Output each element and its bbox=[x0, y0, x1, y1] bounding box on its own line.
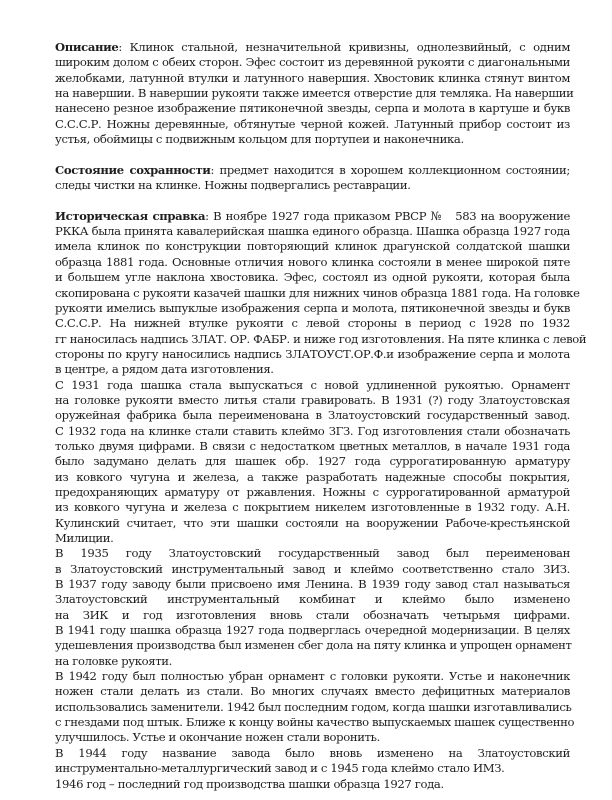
text-line: Милиции. bbox=[55, 531, 114, 545]
text-line: и большем угле наклона хвостовика. Эфес, состоял из одной рукояти, которая была bbox=[55, 270, 570, 285]
text-line: В 1942 году был полностью убран орнамент с головки рукояти. Устье и наконечник bbox=[55, 669, 570, 684]
text-line: в центре, а рядом дата изготовления. bbox=[55, 362, 274, 377]
text-line: С 1932 года на клинке стали ставить клеймо ЗГЗ. Год изготовления стали обозначать bbox=[55, 423, 570, 438]
text-line: на ЗИК и год изготовления вновь стали обозначать четырьмя цифрами. bbox=[55, 607, 570, 622]
text-line: удешевления производства был изменен сбег дола на пяту клинка и упрощен орнамент bbox=[55, 638, 572, 653]
description-section bbox=[55, 40, 574, 147]
history-paragraph-1931 bbox=[55, 378, 570, 547]
text-line: рукояти имелись выпуклые изображения серпа и молота, пятиконечной звезды и букв bbox=[55, 300, 570, 315]
text-line: оружейная фабрика была переименована в Златоустовский государственный завод. bbox=[55, 408, 570, 423]
paragraph-gap bbox=[55, 147, 570, 162]
text-line: имела клинок по конструкции повторяющий клинок драгунской солдатской шашки bbox=[55, 239, 570, 254]
text-line: широким долом с обеих сторон. Эфес состоит из деревянной рукояти с диагональными bbox=[55, 55, 570, 70]
text-line: использовались заменители. 1942 был последним годом, когда шашки изготавливались bbox=[55, 699, 572, 714]
text-line: с гнездами под штык. Ближе к концу войны качество выпускаемых шашек существенно bbox=[55, 715, 575, 730]
history-paragraph-1944 bbox=[55, 746, 570, 792]
text-line: гг наносилась надпись ЗЛАТ. ОР. ФАБР. и ниже год изготовления. На пяте клинка с левой bbox=[55, 331, 587, 346]
text-line: Состояние сохранности: предмет находится в хорошем коллекционном состоянии; bbox=[55, 162, 570, 177]
text-line: было задумано делать для шашек обр. 1927 года суррогатированную арматуру bbox=[55, 454, 570, 469]
text-line: стороны по кругу наносились надпись ЗЛАТОУСТ.ОР.Ф.и изображение серпа и молота bbox=[55, 346, 570, 361]
text-line: устья, обоймицы с подвижным кольцом для портупеи и наконечника. bbox=[55, 132, 464, 147]
history-heading: Историческая справка bbox=[55, 208, 206, 223]
text-line: В 1935 году Златоустовский государственный завод был переименован bbox=[55, 546, 570, 561]
text-line: скопирована с рукояти казачей шашки для нижних чинов образца 1881 года. На головке bbox=[55, 285, 580, 300]
text-line: Историческая справка: В ноябре 1927 года приказом РВСР № 583 на вооружение bbox=[55, 208, 570, 223]
text-line: В 1941 году шашка образца 1927 года подверглась очередной модернизации. В целях bbox=[55, 623, 570, 638]
text-line: РККА была принята кавалерийская шашка единого образца. Шашка образца 1927 года bbox=[55, 224, 570, 239]
document-page bbox=[55, 40, 587, 792]
condition-heading: Состояние сохранности bbox=[55, 162, 211, 177]
text-line: С.С.С.Р. На нижней втулке рукояти с левой стороны в период с 1928 по 1932 bbox=[55, 316, 570, 331]
text-line: Златоустовский инструментальный комбинат и клеймо было изменено bbox=[55, 592, 570, 607]
text-line: В 1937 году заводу были присвоено имя Ленина. В 1939 году завод стал называться bbox=[55, 577, 570, 592]
text-line: Описание: Клинок стальной, незначительной кривизны, однолезвийный, с одним bbox=[55, 40, 570, 54]
text-line: В 1944 году название завода было вновь изменено на Златоустовский bbox=[55, 745, 570, 760]
description-heading: Описание bbox=[55, 40, 119, 54]
text-line: С 1931 года шашка стала выпускаться с новой удлиненной рукоятью. Орнамент bbox=[55, 377, 570, 392]
text-line: на головке рукояти. bbox=[55, 653, 173, 668]
paragraph-gap bbox=[55, 193, 570, 208]
text-line: желобками, латунной втулки и латунного навершия. Хвостовик клинка стянут винтом bbox=[55, 70, 570, 85]
condition-section bbox=[55, 163, 570, 194]
text-line: нанесено резное изображение пятиконечной звезды, серпа и молота в картуше и букв bbox=[55, 101, 570, 116]
history-section bbox=[55, 208, 587, 378]
text-line: С.С.С.Р. Ножны деревянные, обтянутые черной кожей. Латунный прибор состоит из bbox=[55, 116, 570, 131]
text-line: инструментально-металлургический завод и с 1945 года клеймо стало ИМЗ. bbox=[55, 761, 505, 776]
text-line: образца 1881 года. Основные отличия нового клинка состояли в менее широкой пяте bbox=[55, 254, 570, 269]
text-line: в Златоустовский инструментальный завод и клеймо соответственно стало ЗИЗ. bbox=[55, 561, 570, 576]
text-line: следы чистки на клинке. Ножны подвергались реставрации. bbox=[55, 178, 411, 193]
text-line: на навершии. В навершии рукояти также имеется отверстие для темляка. На навершии bbox=[55, 86, 574, 101]
text-line: ножен стали делать из стали. Во многих случаях вместо дефицитных материалов bbox=[55, 684, 570, 699]
text-line: улучшилось. Устье и окончание ножен стали воронить. bbox=[55, 730, 380, 745]
text-line: на головке рукояти вместо литья стали гравировать. В 1931 (?) году Златоустовская bbox=[55, 392, 570, 407]
history-paragraph-1935 bbox=[55, 546, 570, 669]
text-line: 1946 год – последний год производства шашки образца 1927 года. bbox=[55, 776, 444, 791]
text-line: из ковкого чугуна и железа, а также разработать надежные способы покрытия, bbox=[55, 469, 570, 484]
text-line: предохраняющих арматуру от ржавления. Ножны с суррогатированной арматурой bbox=[55, 484, 570, 499]
text-line: только двумя цифрами. В связи с недостатком цветных металлов, в начале 1931 года bbox=[55, 438, 570, 453]
text-line: из ковкого чугуна и железа с покрытием никелем изготовленные в 1932 году. А.Н. bbox=[55, 500, 570, 515]
history-paragraph-1942 bbox=[55, 669, 575, 746]
text-line: Кулинский считает, что эти шашки состояли на вооружении Рабоче-крестьянской bbox=[55, 515, 570, 530]
